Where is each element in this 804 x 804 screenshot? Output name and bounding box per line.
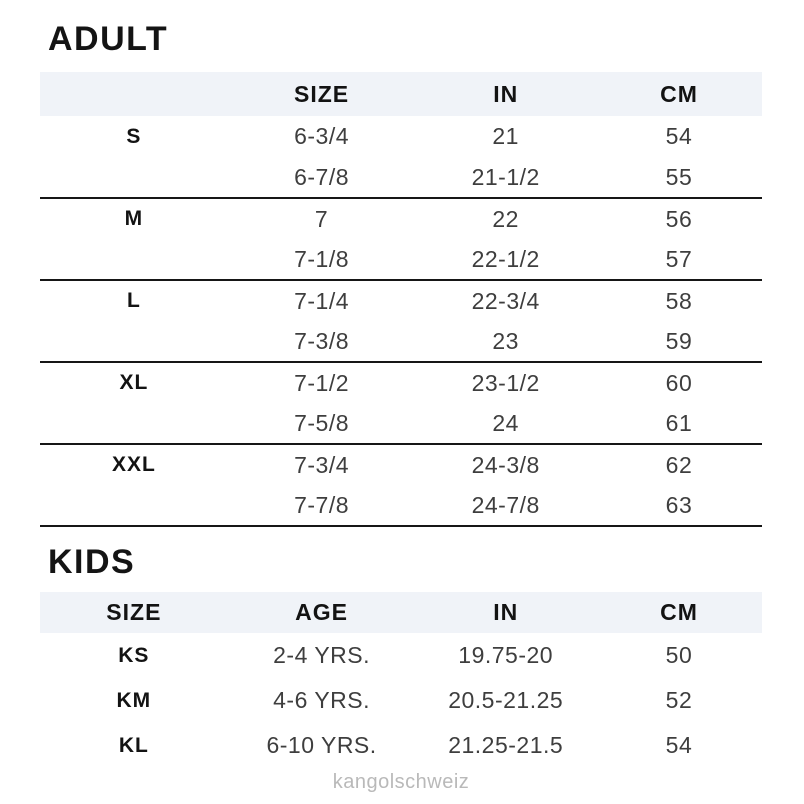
value-cell: 24-3/8	[471, 451, 540, 478]
value-cell: 6-3/4	[294, 123, 350, 149]
size-label-cell: KL	[118, 733, 149, 757]
table-row	[40, 485, 762, 526]
table-row	[40, 403, 762, 444]
value-cell: 7-1/4	[294, 287, 350, 314]
size-label-cell: L	[126, 289, 141, 312]
value-cell: 56	[665, 205, 693, 232]
table-row	[40, 198, 762, 239]
table-row	[40, 362, 762, 403]
table-row	[40, 678, 762, 723]
value-cell: 7-7/8	[228, 485, 416, 526]
value-cell: 7-3/8	[228, 321, 416, 362]
value-cell: 4-6 YRS.	[273, 687, 371, 713]
table-row	[40, 633, 762, 678]
kids-size-table	[40, 592, 762, 768]
column-header-size: SIZE	[40, 592, 228, 633]
value-cell: 22-3/4	[471, 287, 540, 314]
size-label-cell	[40, 239, 228, 280]
kids-section-title: KIDS	[48, 543, 136, 581]
value-cell: 50	[665, 642, 693, 668]
value-cell: 7	[314, 205, 329, 232]
value-cell: 59	[596, 321, 762, 362]
column-header-blank	[40, 72, 228, 116]
value-cell: 52	[665, 687, 693, 713]
value-cell: 55	[596, 157, 762, 198]
value-cell: 21	[492, 123, 519, 149]
value-cell: 62	[665, 451, 693, 478]
size-label-cell	[40, 321, 228, 362]
value-cell: 54	[665, 732, 693, 758]
size-label-cell	[40, 403, 228, 444]
value-cell: 7-5/8	[228, 403, 416, 444]
size-label-cell: KM	[116, 688, 152, 712]
adult-size-table	[40, 72, 762, 527]
value-cell: 63	[596, 485, 762, 526]
size-label-cell: XL	[119, 371, 149, 394]
table-row	[40, 280, 762, 321]
value-cell: 24-7/8	[415, 485, 596, 526]
value-cell: 22	[492, 205, 519, 232]
table-row	[40, 444, 762, 485]
value-cell: 20.5-21.25	[448, 687, 564, 713]
column-header-age: AGE	[228, 592, 416, 633]
size-label-cell	[40, 485, 228, 526]
size-label-cell: XXL	[111, 453, 156, 476]
value-cell: 24	[415, 403, 596, 444]
table-row	[40, 321, 762, 362]
value-cell: 54	[665, 123, 693, 149]
adult-section-title: ADULT	[48, 20, 169, 58]
watermark: kangolschweiz	[332, 771, 470, 793]
column-header-cm: CM	[596, 592, 762, 633]
value-cell: 7-1/2	[294, 369, 350, 396]
table-row	[40, 723, 762, 768]
kids-table-header-row	[40, 592, 762, 633]
size-label-cell: S	[126, 124, 142, 148]
value-cell: 21.25-21.5	[448, 732, 564, 758]
size-label-cell: KS	[118, 643, 150, 667]
table-row	[40, 157, 762, 198]
value-cell: 2-4 YRS.	[273, 642, 371, 668]
column-header-in: IN	[415, 72, 596, 116]
column-header-cm: CM	[596, 72, 762, 116]
table-row	[40, 239, 762, 280]
value-cell: 61	[596, 403, 762, 444]
value-cell: 7-1/8	[228, 239, 416, 280]
value-cell: 60	[665, 369, 693, 396]
value-cell: 23-1/2	[471, 369, 540, 396]
value-cell: 7-3/4	[294, 451, 350, 478]
value-cell: 57	[596, 239, 762, 280]
value-cell: 23	[415, 321, 596, 362]
value-cell: 21-1/2	[415, 157, 596, 198]
table-row	[40, 116, 762, 157]
value-cell: 6-10 YRS.	[266, 732, 377, 758]
column-header-in: IN	[415, 592, 596, 633]
value-cell: 58	[665, 287, 693, 314]
value-cell: 6-7/8	[228, 157, 416, 198]
value-cell: 22-1/2	[415, 239, 596, 280]
size-label-cell: M	[124, 207, 144, 230]
value-cell: 19.75-20	[458, 642, 554, 668]
adult-table-header-row	[40, 72, 762, 116]
column-header-size: SIZE	[228, 72, 416, 116]
size-label-cell	[40, 157, 228, 198]
